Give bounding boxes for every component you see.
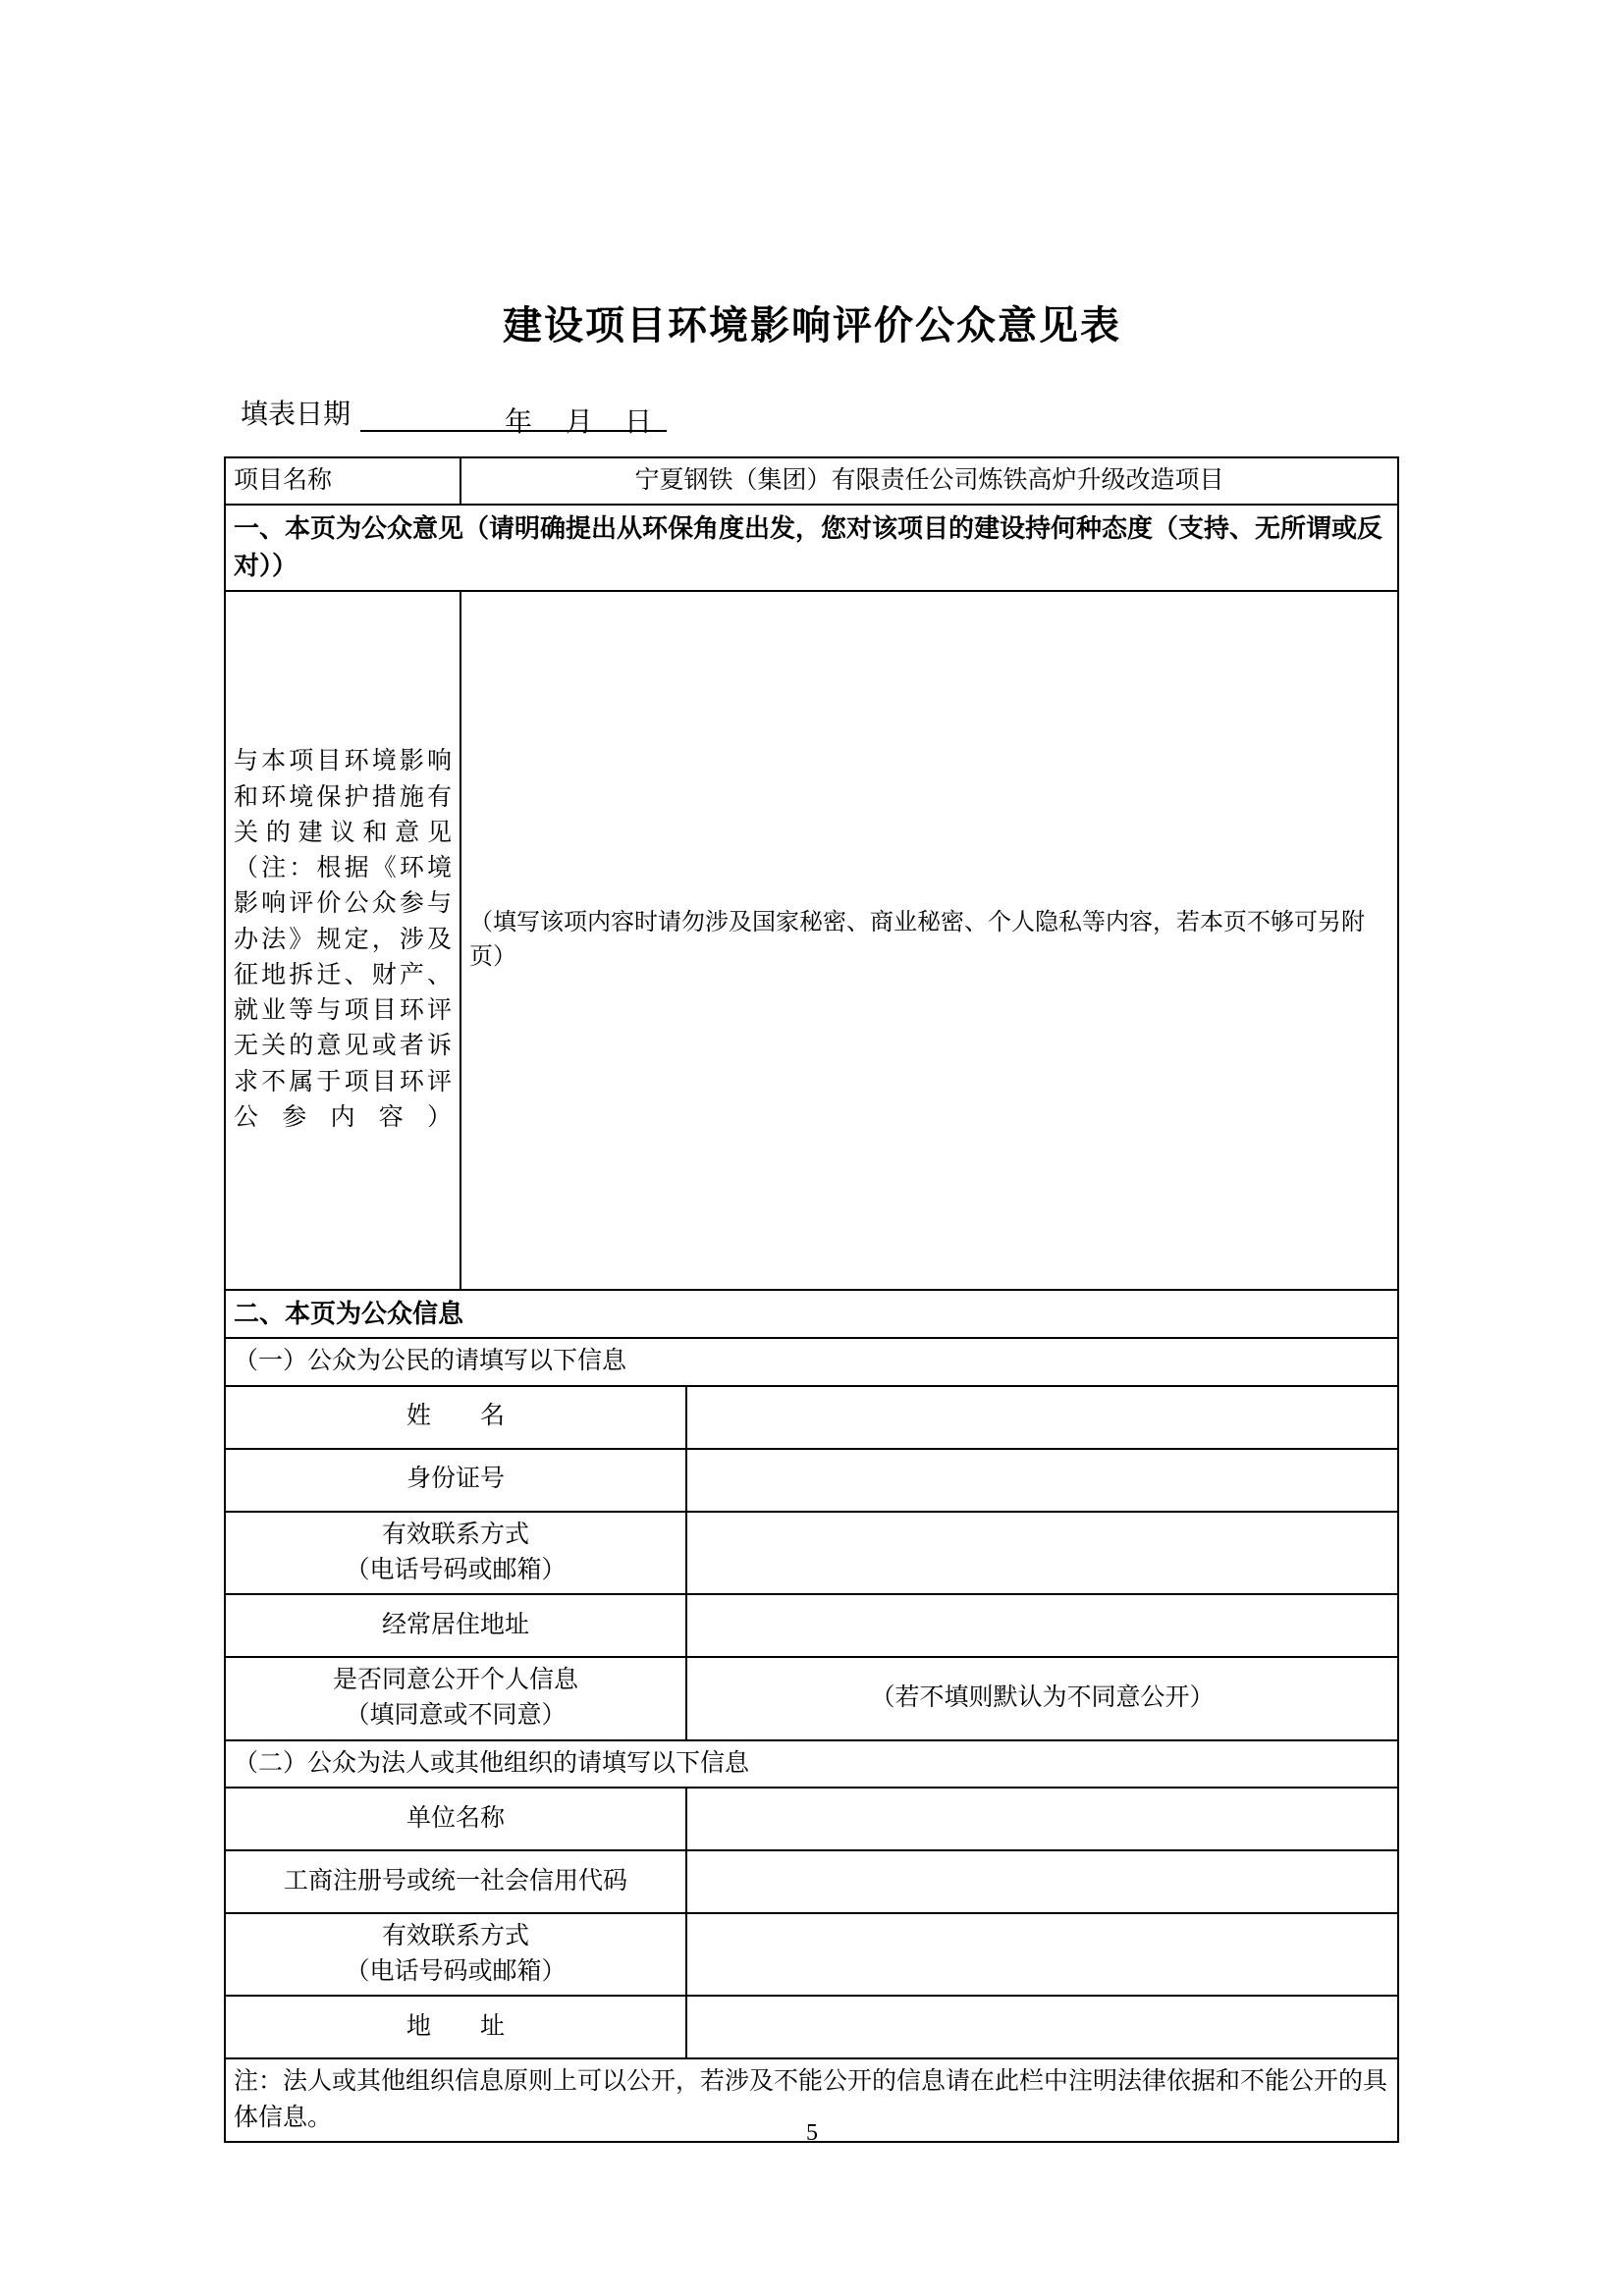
- org-address-label: 地 址: [225, 1996, 686, 2058]
- org-name-label: 单位名称: [225, 1788, 686, 1850]
- citizen-contact-label-line2: （电话号码或邮箱）: [345, 1556, 567, 1583]
- citizen-contact-label: [225, 1512, 686, 1595]
- table-row-section-one: [225, 505, 1398, 590]
- subsection-one-heading: （一）公众为公民的请填写以下信息: [225, 1338, 1398, 1385]
- table-row-opinion: [225, 591, 1398, 1290]
- org-registration-label: 工商注册号或统一社会信用代码: [225, 1850, 686, 1913]
- opinion-side-label: 与本项目环境影响和环境保护措施有关的建议和意见（注：根据《环境影响评价公众参与办法》规定，涉及征地拆迁、财产、就业等与项目环评无关的意见或者诉求不属于项目环评公参内容）: [225, 591, 460, 1290]
- fill-date-month-unit: 月: [549, 400, 610, 432]
- table-row-section-two: [225, 1290, 1398, 1339]
- org-name-field[interactable]: [686, 1788, 1398, 1850]
- public-opinion-form: [224, 456, 1399, 2143]
- table-row: [225, 1788, 1398, 1850]
- citizen-name-field[interactable]: [686, 1386, 1398, 1449]
- org-contact-label-line1: 有效联系方式: [381, 1922, 529, 1949]
- citizen-id-field[interactable]: [686, 1449, 1398, 1512]
- fill-date-year-unit: 年: [488, 400, 549, 432]
- fill-date-blank[interactable]: [360, 400, 488, 432]
- citizen-disclosure-label-line2: （填同意或不同意）: [345, 1702, 567, 1730]
- table-row: [225, 1996, 1398, 2058]
- table-row: [225, 1913, 1398, 1997]
- table-row-project-name: [225, 457, 1398, 505]
- section-one-heading: 一、本页为公众意见（请明确提出从环保角度出发，您对该项目的建设持何种态度（支持、无所谓或反对））: [225, 505, 1398, 590]
- opinion-box-hint: （填写该项内容时请勿涉及国家秘密、商业秘密、个人隐私等内容，若本页不够可另附页）: [469, 909, 1365, 970]
- table-row: [225, 1449, 1398, 1512]
- org-registration-field[interactable]: [686, 1850, 1398, 1913]
- citizen-id-label: 身份证号: [225, 1449, 686, 1512]
- org-address-field[interactable]: [686, 1996, 1398, 2058]
- citizen-address-label: 经常居住地址: [225, 1594, 686, 1657]
- org-contact-field[interactable]: [686, 1913, 1398, 1997]
- section-two-heading: 二、本页为公众信息: [225, 1290, 1398, 1339]
- table-row-subsection-two: [225, 1740, 1398, 1788]
- table-row: [225, 1386, 1398, 1449]
- citizen-contact-field[interactable]: [686, 1512, 1398, 1595]
- fill-date-line: [241, 393, 667, 438]
- table-row: [225, 1850, 1398, 1913]
- citizen-contact-label-line1: 有效联系方式: [381, 1521, 529, 1548]
- table-row: [225, 1657, 1398, 1740]
- page-number: 5: [806, 2120, 818, 2146]
- table-row: [225, 1512, 1398, 1595]
- citizen-name-label: 姓 名: [225, 1386, 686, 1449]
- citizen-disclosure-label-line1: 是否同意公开个人信息: [332, 1667, 578, 1694]
- footer-note: 注：法人或其他组织信息原则上可以公开，若涉及不能公开的信息请在此栏中注明法律依据和不能公开的具体信息。: [225, 2058, 1398, 2142]
- citizen-disclosure-label: [225, 1657, 686, 1740]
- project-name-label: 项目名称: [225, 457, 460, 505]
- citizen-address-field[interactable]: [686, 1594, 1398, 1657]
- fill-date-label: 填表日期: [241, 400, 352, 430]
- opinion-input-area[interactable]: [460, 591, 1398, 1290]
- table-row-subsection-one: [225, 1338, 1398, 1385]
- org-contact-label: [225, 1913, 686, 1997]
- citizen-disclosure-field[interactable]: （若不填则默认为不同意公开）: [686, 1657, 1398, 1740]
- org-contact-label-line2: （电话号码或邮箱）: [345, 1958, 567, 1986]
- table-row: [225, 1594, 1398, 1657]
- fill-date-day-unit: 日: [610, 400, 667, 432]
- subsection-two-heading: （二）公众为法人或其他组织的请填写以下信息: [225, 1740, 1398, 1788]
- page-title: 建设项目环境影响评价公众意见表: [503, 303, 1121, 347]
- project-name-value: 宁夏钢铁（集团）有限责任公司炼铁高炉升级改造项目: [460, 457, 1398, 505]
